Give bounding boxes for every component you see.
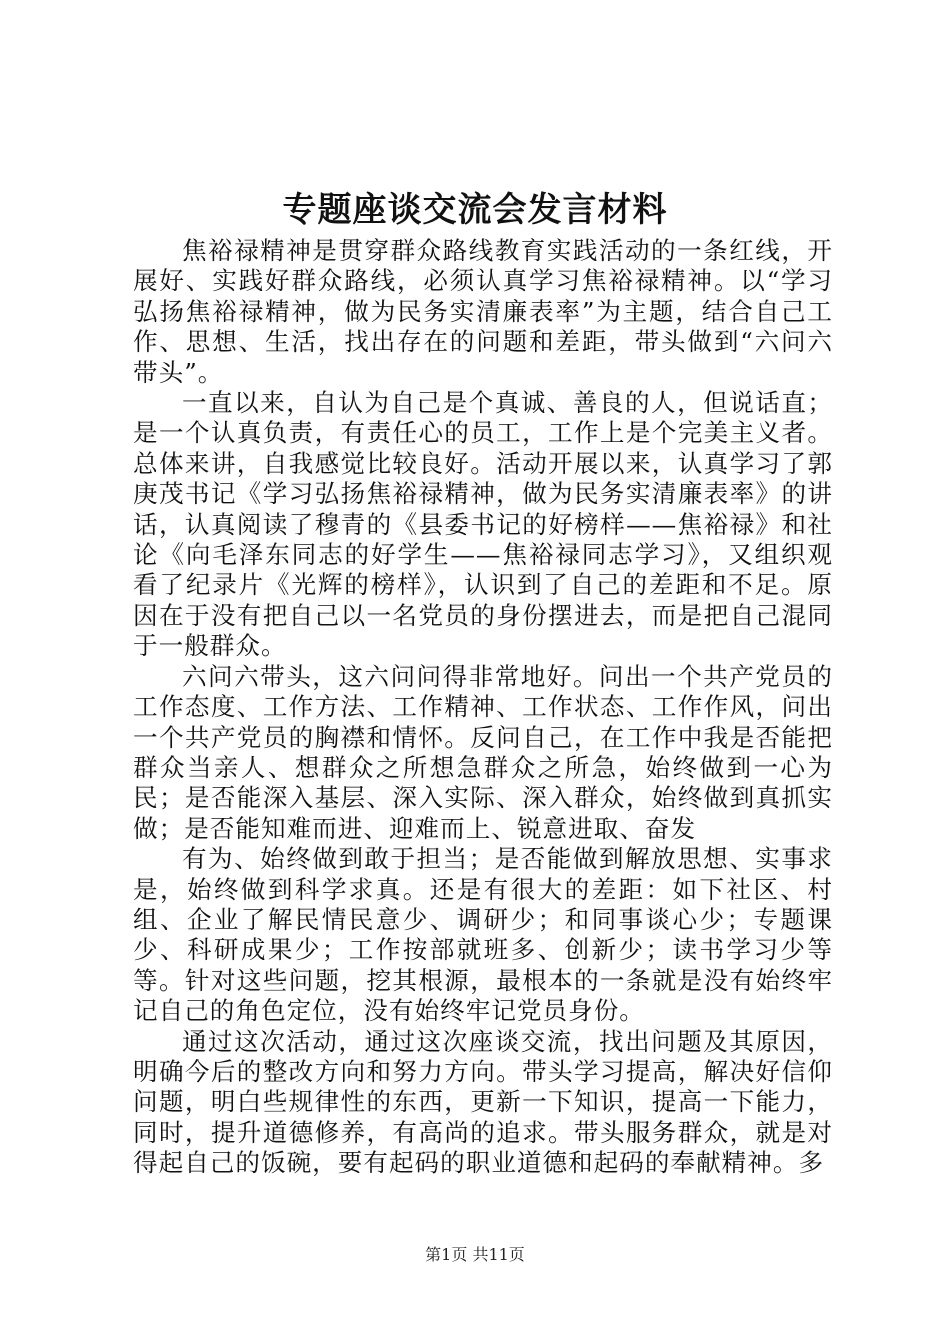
document-title: 专题座谈交流会发言材料 xyxy=(282,190,668,230)
paragraph-3: 六问六带头，这六问问得非常地好。问出一个共产党员的工作态度、工作方法、工作精神、工作状态、工作作风，问出一个共产党员的胸襟和情怀。反问自己，在工作中我是否能把群众当亲人、想群众之所想急群众之所急，始终做到一心为民；是否能深入基层、深入实际、深入群众，始终做到真抓实做；是否能知难而进、迎难而上、锐意进取、奋发 xyxy=(133,661,833,843)
paragraph-5: 通过这次活动，通过这次座谈交流，找出问题及其原因，明确今后的整改方向和努力方向。带头学习提高，解决好信仰问题，明白些规律性的东西，更新一下知识，提高一下能力，同时，提升道德修养，有高尚的追求。带头服务群众，就是对得起自己的饭碗，要有起码的职业道德和起码的奉献精神。多 xyxy=(133,1026,833,1178)
paragraph-1: 焦裕禄精神是贯穿群众路线教育实践活动的一条红线，开展好、实践好群众路线，必须认真学习焦裕禄精神。以“学习弘扬焦裕禄精神，做为民务实清廉表率”为主题，结合自己工作、思想、生活，找出存在的问题和差距，带头做到“六问六带头”。 xyxy=(133,236,833,387)
paragraph-4: 有为、始终做到敢于担当；是否能做到解放思想、实事求是，始终做到科学求真。还是有很大的差距：如下社区、村组、企业了解民情民意少、调研少；和同事谈心少；专题课少、科研成果少；工作按部就班多、创新少；读书学习少等等。针对这些问题，挖其根源，最根本的一条就是没有始终牢记自己的角色定位，没有始终牢记党员身份。 xyxy=(133,844,833,1026)
paragraph-2: 一直以来，自认为自己是个真诚、善良的人，但说话直；是一个认真负责，有责任心的员工，工作上是个完美主义者。总体来讲，自我感觉比较良好。活动开展以来，认真学习了郭庚茂书记《学习弘扬焦裕禄精神，做为民务实清廉表率》的讲话，认真阅读了穆青的《县委书记的好榜样——焦裕禄》和社论《向毛泽东同志的好学生——焦裕禄同志学习》，又组织观看了纪录片《光辉的榜样》，认识到了自己的差距和不足。原因在于没有把自己以一名党员的身份摆进去，而是把自己混同于一般群众。 xyxy=(133,388,833,661)
page-number-footer: 第1页 共11页 xyxy=(425,1245,525,1264)
document-body xyxy=(133,236,833,1179)
